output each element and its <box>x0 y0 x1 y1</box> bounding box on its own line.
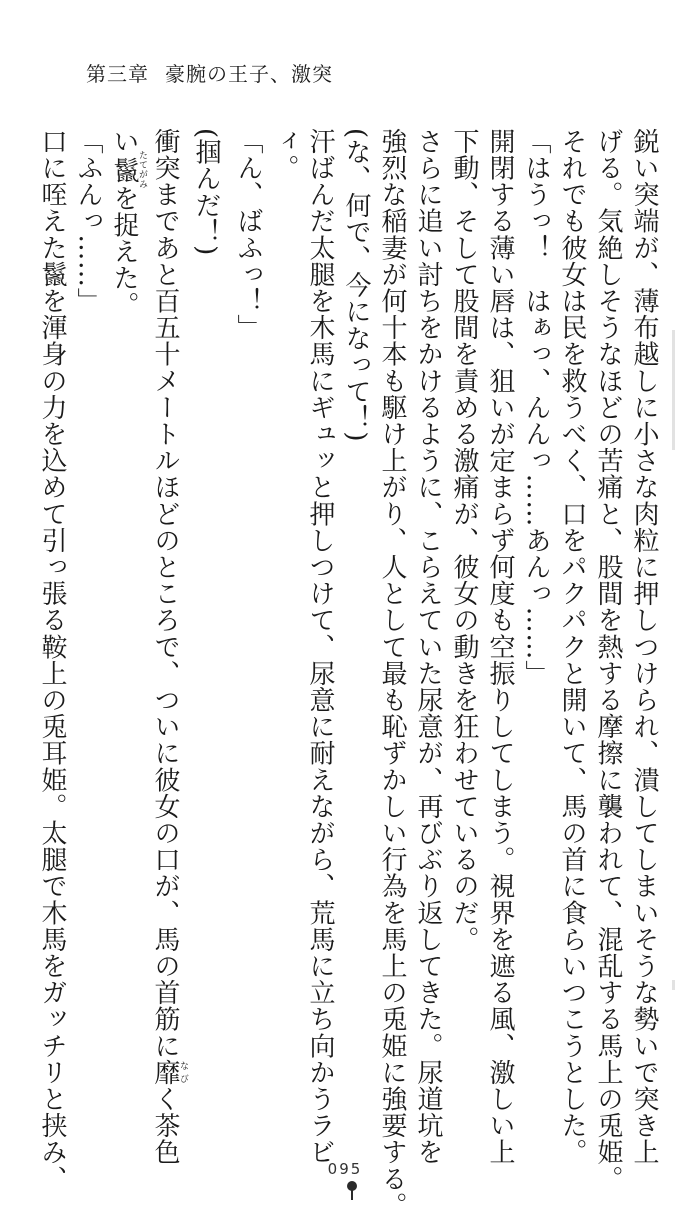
text-segment: く茶色 <box>150 1085 180 1166</box>
dialogue-line: 「ふんっ……」 <box>73 128 103 315</box>
text-line: さらに追い討ちをかけるように、こらえていた尿意が、再びぶり返してきた。尿道坑を <box>413 128 443 1166</box>
scan-edge-mark <box>672 330 675 450</box>
ruby-base: 鬣 <box>109 150 139 189</box>
scan-edge-mark <box>672 980 675 990</box>
text-line: 強烈な稲妻が何十本も駆け上がり、人として最も恥ずかしい行為を馬上の兎姫に強要する。 <box>377 128 407 1219</box>
text-line <box>147 128 188 1166</box>
ruby-word <box>150 1059 188 1086</box>
text-line: ィ。 <box>269 128 299 182</box>
ruby-base: 靡 <box>150 1059 180 1086</box>
thought-line: (掴んだ！) <box>191 128 221 256</box>
chapter-title: 豪腕の王子、激突 <box>165 62 333 86</box>
text-line <box>106 128 147 1128</box>
dialogue-line: 「はうっ！ はぁっ、んんっ……あんっ……」 <box>521 128 551 687</box>
text-segment: い <box>109 128 139 155</box>
text-line: 開閉する薄い唇は、狙いが定まらず何度も空振りしてしまう。視界を遮る風、激しい上 <box>485 128 515 1166</box>
text-line: 鋭い突端が、薄布越しに小さな肉粒に押しつけられ、潰してしまいそうな勢いで突き上 <box>629 128 659 1166</box>
text-segment: 衝突まであと百五十メートルほどのところで、ついに彼女の口が、馬の首筋に <box>150 128 180 1059</box>
dialogue-line: 「ん、ばふっ！」 <box>233 128 263 341</box>
thought-line: (な、何で、今になって！) <box>341 128 371 443</box>
ruby-word <box>109 150 147 190</box>
text-line: 汗ばんだ太腿を木馬にギュッと押しつけて、尿意に耐えながら、荒馬に立ち向かうラビ <box>305 128 335 1166</box>
ruby-reading: なび <box>178 1059 188 1086</box>
text-line: 口に咥えた鬣を渾身の力を込めて引っ張る鞍上の兎耳姫。太腿で木馬をガッチリと挟み、 <box>37 128 67 1192</box>
page-marker-stem <box>351 1190 353 1200</box>
running-header <box>86 58 333 87</box>
chapter-label: 第三章 <box>86 62 149 86</box>
text-line: げる。気絶しそうなほどの苦痛と、股間を熱する摩擦に襲われて、混乱する馬上の兎姫。 <box>593 128 623 1192</box>
page-number: 095 <box>327 1160 363 1178</box>
text-line: 下動、そして股間を責める激痛が、彼女の動きを狂わせているのだ。 <box>449 128 479 953</box>
text-segment: を捉えた。 <box>109 185 139 318</box>
ruby-reading: たてがみ <box>137 150 147 190</box>
text-line: それでも彼女は民を救うべく、口をパクパクと開いて、馬の首に食らいつこうとした。 <box>557 128 587 1166</box>
